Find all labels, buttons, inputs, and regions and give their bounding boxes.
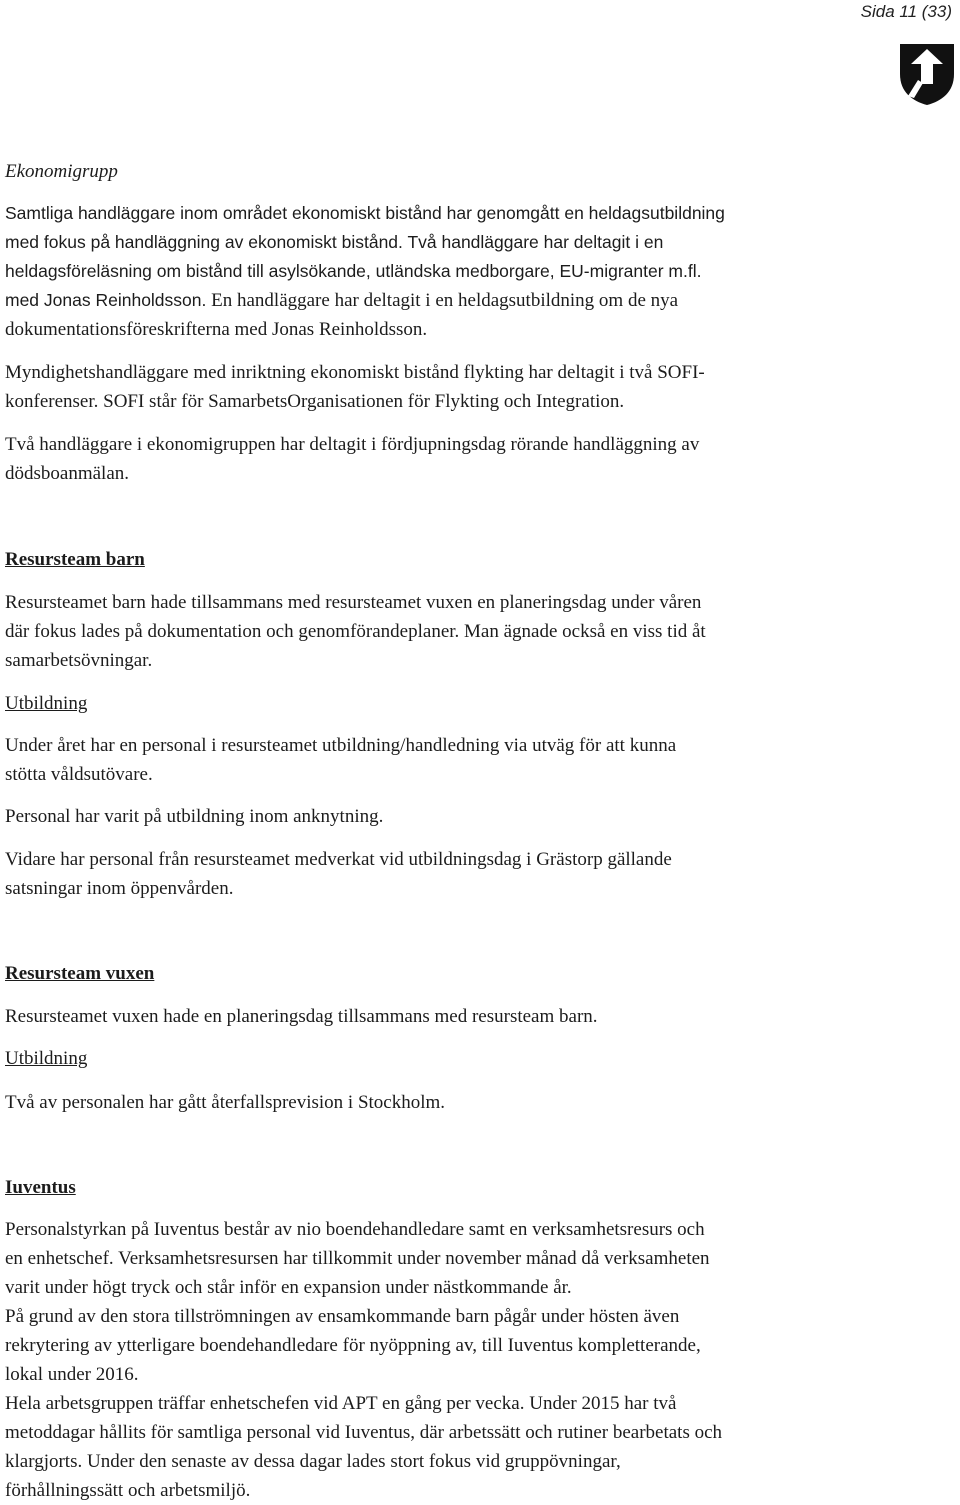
text-line: stötta våldsutövare. <box>5 764 153 785</box>
text-line: Personalstyrkan på Iuventus består av nio boendehandledare samt en verksamhetsresurs och <box>5 1219 705 1240</box>
text-line <box>5 286 725 315</box>
text-line: förhållningssätt och arbetsmiljö. <box>5 1480 251 1501</box>
section-heading-ekonomigrupp: Ekonomigrupp <box>5 161 118 182</box>
section-heading-iuventus: Iuventus <box>5 1177 76 1198</box>
text-line: dokumentationsföreskrifterna med Jonas Reinholdsson. <box>5 319 428 340</box>
text-line: klargjorts. Under den senaste av dessa dagar lades stort fokus vid gruppövningar, <box>5 1451 621 1472</box>
resursteam-barn-paragraph-1 <box>5 588 706 675</box>
text-line: Två handläggare i ekonomigruppen har deltagit i fördjupningsdag rörande handläggning av <box>5 434 700 455</box>
text-line: rekrytering av ytterligare boendehandledare för nyöppning av, till Iuventus kompletterande, <box>5 1335 701 1356</box>
resursteam-vuxen-paragraph-2: Två av personalen har gått återfallsprevision i Stockholm. <box>5 1092 446 1113</box>
text-line: varit under högt tryck och står inför en expansion under nästkommande år. <box>5 1277 572 1298</box>
text-line: Samtliga handläggare inom området ekonomiskt bistånd har genomgått en heldagsutbildning <box>5 203 725 223</box>
text-line: heldagsföreläsning om bistånd till asylsökande, utländska medborgare, EU-migranter m.fl. <box>5 261 702 281</box>
text-line: en enhetschef. Verksamhetsresursen har tillkommit under november månad då verksamheten <box>5 1248 710 1269</box>
text-line: Resursteamet barn hade tillsammans med resursteamet vuxen en planeringsdag under våren <box>5 592 702 613</box>
text-line: samarbetsövningar. <box>5 650 153 671</box>
text-line: där fokus lades på dokumentation och genomförandeplaner. Man ägnade också en viss tid åt <box>5 621 706 642</box>
text-line: konferenser. SOFI står för SamarbetsOrganisationen för Flykting och Integration. <box>5 391 625 412</box>
resursteam-barn-paragraph-3: Personal har varit på utbildning inom anknytning. <box>5 806 384 827</box>
ekonomigrupp-paragraph-1 <box>5 199 725 344</box>
text-span: med Jonas Reinholdsson. <box>5 290 207 310</box>
ekonomigrupp-paragraph-2 <box>5 358 705 416</box>
text-line: Under året har en personal i resursteamet utbildning/handledning via utväg för att kunna <box>5 735 677 756</box>
ekonomigrupp-paragraph-3 <box>5 430 699 488</box>
resursteam-barn-paragraph-2 <box>5 731 676 789</box>
section-heading-resursteam-vuxen: Resursteam vuxen <box>5 963 155 984</box>
resursteam-barn-paragraph-4 <box>5 845 672 903</box>
iuventus-paragraph <box>5 1215 722 1505</box>
text-line: dödsboanmälan. <box>5 463 130 484</box>
resursteam-vuxen-paragraph-1: Resursteamet vuxen hade en planeringsdag tillsammans med resursteam barn. <box>5 1006 598 1027</box>
text-span: En handläggare har deltagit i en heldagsutbildning om de nya <box>206 290 679 311</box>
text-line: Hela arbetsgruppen träffar enhetschefen vid APT en gång per vecka. Under 2015 har två <box>5 1393 677 1414</box>
section-heading-resursteam-barn: Resursteam barn <box>5 549 145 570</box>
text-line: med fokus på handläggning av ekonomiskt bistånd. Två handläggare har deltagit i en <box>5 232 664 252</box>
text-line: metoddagar hållits för samtliga personal vid Iuventus, där arbetssätt och rutiner bearbetats och <box>5 1422 723 1443</box>
municipal-coat-of-arms-icon <box>898 40 956 106</box>
page-number: Sida 11 (33) <box>860 2 952 21</box>
text-line: På grund av den stora tillströmningen av ensamkommande barn pågår under hösten även <box>5 1306 680 1327</box>
subheading-utbildning: Utbildning <box>5 693 88 714</box>
text-line: Myndighetshandläggare med inriktning ekonomiskt bistånd flykting har deltagit i två SOFI- <box>5 362 705 383</box>
subheading-utbildning: Utbildning <box>5 1048 88 1069</box>
text-line: lokal under 2016. <box>5 1364 139 1385</box>
text-line: satsningar inom öppenvården. <box>5 878 234 899</box>
text-line: Vidare har personal från resursteamet medverkat vid utbildningsdag i Grästorp gällande <box>5 849 672 870</box>
